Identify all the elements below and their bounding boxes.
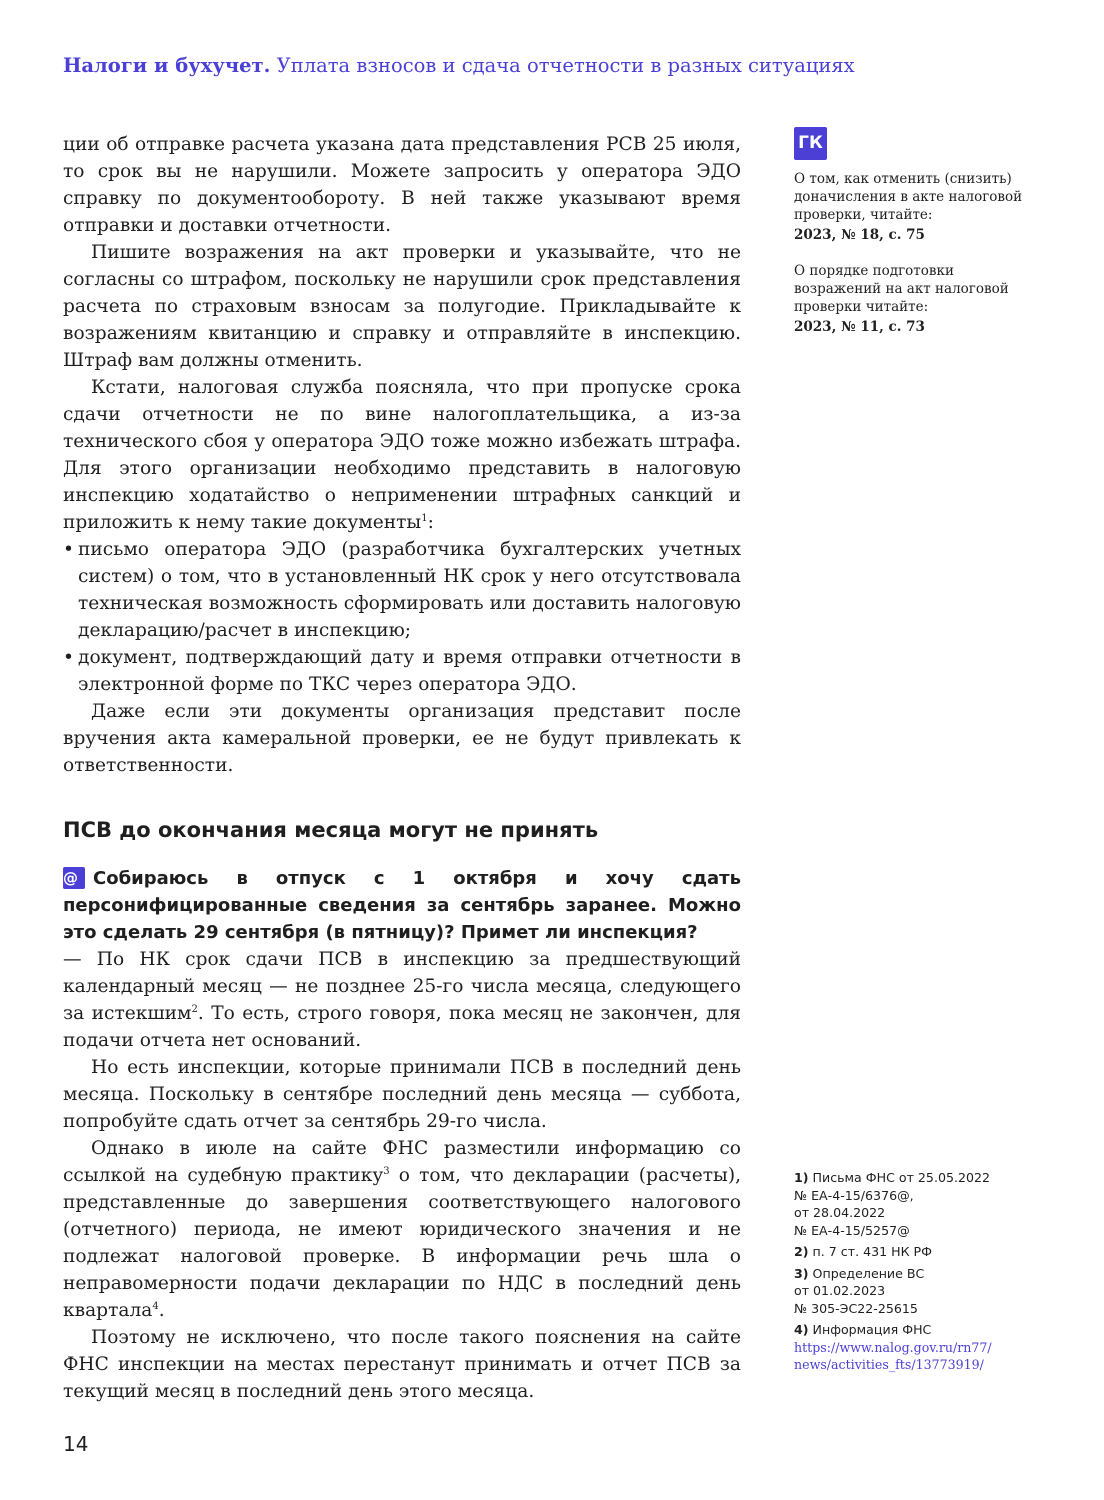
bullet-mark: •: [63, 647, 74, 668]
footnote-2-number: 2): [794, 1244, 809, 1259]
paragraph-4: Даже если эти документы организация представит после вручения акта камеральной проверки, ее не будут привлекать к ответственности.: [63, 701, 741, 776]
sidebar-note-1: [794, 170, 1024, 244]
footnote-4-link-part-2[interactable]: news/activities_fts/13773919/: [794, 1357, 984, 1372]
gk-logo-icon: ГК: [794, 127, 827, 160]
paragraph-2: Пишите возражения на акт проверки и указывайте, что не согласны со штрафом, поскольку не нарушили срок представления расчета по страховым взносам за полугодие. Прикладывайте к возражениям квитанцию и справку и отправляйте в инспекцию. Штраф вам должны отменить.: [63, 242, 741, 371]
header-section: Налоги и бухучет.: [63, 54, 271, 77]
footnote-1-line-3: от 28.04.2022: [794, 1205, 886, 1220]
paragraph-3: [63, 374, 741, 536]
footnote-3-line-1: Определение ВС: [812, 1265, 925, 1281]
footnote-3-line-3: № 305-ЭС22-25615: [794, 1300, 918, 1316]
footnote-ref-2[interactable]: 2: [191, 1003, 198, 1015]
sidebar-note-2-text: О порядке подготовки возражений на акт налоговой проверки читайте:: [794, 263, 1009, 315]
paragraph-3-end: :: [427, 512, 434, 533]
footnote-ref-1[interactable]: 1: [421, 512, 428, 524]
question-text: Собираюсь в отпуск с 1 октября и хочу сдать персонифицированные сведения за сентябрь заранее. Можно это сделать 29 сентября (в пятницу)? Примет ли инспекция?: [63, 868, 741, 943]
footnote-3: [794, 1265, 1034, 1318]
answer-paragraph-1: [63, 946, 741, 1054]
answer-3-end: .: [158, 1300, 165, 1321]
running-header: [63, 54, 1053, 77]
footnotes: [794, 1169, 1034, 1378]
footnote-2: [794, 1243, 1034, 1261]
answer-1-text: — По НК срок сдачи ПСВ в инспекцию за предшествующий календарный месяц — не позднее 25-го числа месяца, следующего за истекшим: [63, 949, 741, 1024]
sidebar-note-2-ref[interactable]: 2023, № 11, с. 73: [794, 319, 925, 335]
sidebar-note-1-ref[interactable]: 2023, № 18, с. 75: [794, 227, 925, 243]
bullet-mark: •: [63, 539, 74, 560]
paragraph-1: ции об отправке расчета указана дата представления РСВ 25 июля, то срок вы не нарушили. Можете запросить у оператора ЭДО справку по документообороту. В ней также указывают время отправки и доставки отчетности.: [63, 134, 741, 236]
list-item-1-text: письмо оператора ЭДО (разработчика бухгалтерских учетных систем) о том, что в установленный НК срок у него отсутствовала техническая возможность сформировать или доставить налоговую декларацию/расчет в инспекцию;: [78, 539, 741, 641]
answer-paragraph-4: Поэтому не исключено, что после такого пояснения на сайте ФНС инспекции на местах перестанут принимать и отчет ПСВ за текущий месяц в последний день этого месяца.: [63, 1327, 741, 1402]
paragraph-3-text: Кстати, налоговая служба поясняла, что при пропуске срока сдачи отчетности не по вине налогоплательщика, а из-за технического сбоя у оператора ЭДО тоже можно избежать штрафа. Для этого организации необходимо представить в налоговую инспекцию ходатайство о неприменении штрафных санкций и приложить к нему такие документы: [63, 377, 741, 533]
answer-block: [63, 946, 741, 1405]
footnote-4: [794, 1321, 1034, 1374]
answer-paragraph-3: [63, 1135, 741, 1324]
footnote-1-line-4: № ЕА-4-15/5257@: [794, 1222, 910, 1238]
at-icon: @: [63, 867, 85, 889]
footnote-1-number: 1): [794, 1170, 809, 1185]
list-item-1: [63, 536, 741, 644]
footnote-3-line-2: от 01.02.2023: [794, 1283, 886, 1298]
footnote-3-number: 3): [794, 1265, 809, 1281]
answer-1-end: . То есть, строго говоря, пока месяц не закончен, для подачи отчета нет оснований.: [63, 1003, 741, 1051]
question-block: [63, 865, 741, 946]
footnote-4-number: 4): [794, 1322, 809, 1337]
footnote-ref-4[interactable]: 4: [152, 1300, 159, 1312]
header-subtitle: Уплата взносов и сдача отчетности в разных ситуациях: [276, 54, 855, 77]
answer-3-text: Однако в июле на сайте ФНС разместили информацию со ссылкой на судебную практику: [63, 1138, 741, 1186]
sidebar-note-1-text: О том, как отменить (снизить) доначисления в акте налоговой проверки, читайте:: [794, 171, 1023, 223]
footnote-2-line-1: п. 7 ст. 431 НК РФ: [812, 1244, 932, 1259]
section-heading: ПСВ до окончания месяца могут не принять: [63, 818, 599, 842]
footnote-4-link-part-1[interactable]: https://www.nalog.gov.ru/rn77/: [794, 1339, 992, 1355]
footnote-1-line-1: Письма ФНС от 25.05.2022: [812, 1170, 991, 1185]
answer-3-mid: о том, что декларации (расчеты), представленные до завершения соответствующего налогового (отчетного) периода, не имеют юридического значения и не подлежат налоговой проверке. В информации речь шла о неправомерности подачи декларации по НДС в последний день квартала: [63, 1165, 741, 1321]
answer-paragraph-2: Но есть инспекции, которые принимали ПСВ в последний день месяца. Поскольку в сентябре последний день месяца — суббота, попробуйте сдать отчет за сентябрь 29-го числа.: [63, 1057, 741, 1132]
list-item-2: [63, 644, 741, 698]
sidebar-note-2: [794, 262, 1024, 336]
footnote-4-line-1: Информация ФНС: [812, 1322, 932, 1337]
footnote-1-line-2: № ЕА-4-15/6376@,: [794, 1187, 914, 1203]
list-item-2-text: документ, подтверждающий дату и время отправки отчетности в электронной форме по ТКС через оператора ЭДО.: [78, 647, 741, 695]
main-text-block-1: [63, 131, 741, 779]
page-number: 14: [63, 1432, 89, 1456]
footnote-ref-3[interactable]: 3: [383, 1165, 390, 1177]
footnote-1: [794, 1169, 1034, 1239]
